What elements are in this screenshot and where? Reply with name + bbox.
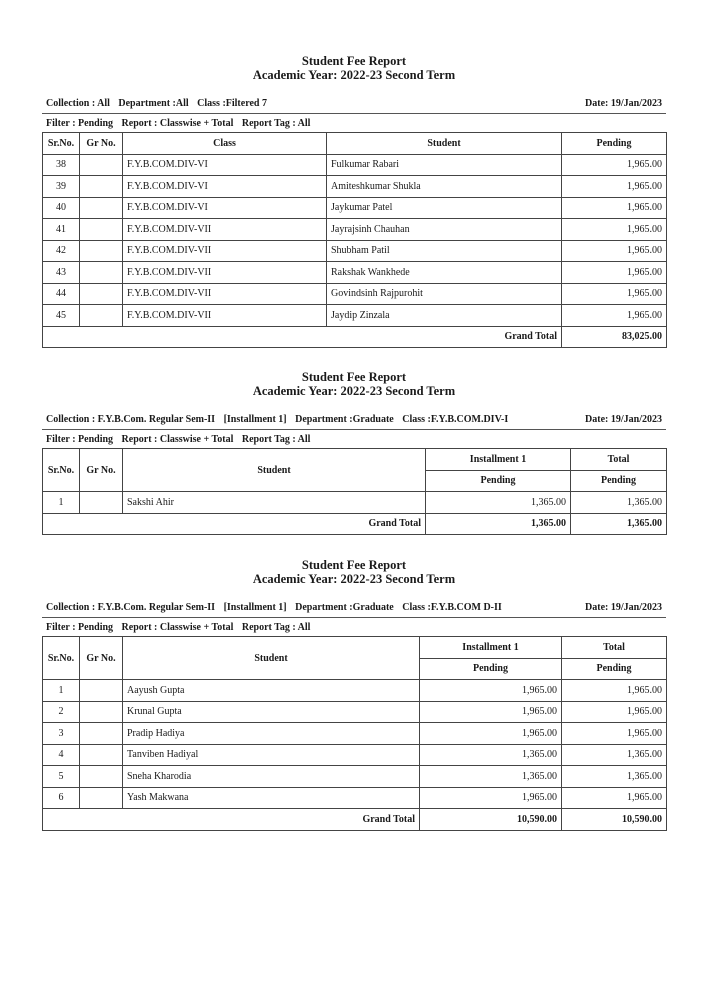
report-title: Student Fee Report <box>301 370 407 384</box>
grand-total-label: Grand Total <box>43 326 562 348</box>
student-cell: Rakshak Wankhede <box>327 262 562 284</box>
col-installment: Installment 1 <box>426 449 571 471</box>
class-cell: F.Y.B.COM.DIV-VI <box>123 176 327 198</box>
class-cell: F.Y.B.COM.DIV-VI <box>123 197 327 219</box>
grand-total-row <box>43 513 667 535</box>
sr-cell: 41 <box>43 219 80 241</box>
table-row <box>43 680 667 702</box>
collection-label: Collection : F.Y.B.Com. Regular Sem-II <box>46 602 216 613</box>
table-row <box>43 766 667 788</box>
sr-cell: 2 <box>43 701 80 723</box>
table-header-row <box>43 637 667 659</box>
sr-cell: 6 <box>43 787 80 809</box>
sr-cell: 1 <box>43 680 80 702</box>
pending-cell: 1,965.00 <box>562 154 667 176</box>
table-row <box>43 787 667 809</box>
report-subtitle: Academic Year: 2022-23 Second Term <box>252 384 456 398</box>
table-row <box>43 262 667 284</box>
pending-cell: 1,965.00 <box>562 219 667 241</box>
sr-cell: 38 <box>43 154 80 176</box>
installment-pending-cell: 1,965.00 <box>420 701 562 723</box>
grand-total-value: 1,365.00 <box>571 513 667 535</box>
date-label: Date: 19/Jan/2023 <box>585 98 662 109</box>
collection-label: Collection : F.Y.B.Com. Regular Sem-II <box>46 414 216 425</box>
date-label: Date: 19/Jan/2023 <box>585 602 662 613</box>
gr-cell <box>80 787 123 809</box>
report-type-label: Report : Classwise + Total <box>121 434 234 445</box>
table-row <box>43 723 667 745</box>
class-label: Class :F.Y.B.COM.DIV-I <box>402 414 509 425</box>
col-total-pending: Pending <box>562 658 667 680</box>
col-sr: Sr.No. <box>43 637 80 680</box>
pending-cell: 1,965.00 <box>562 283 667 305</box>
gr-cell <box>80 766 123 788</box>
filter-label: Filter : Pending <box>46 434 114 445</box>
gr-cell <box>80 262 123 284</box>
col-student: Student <box>123 637 420 680</box>
report-title: Student Fee Report <box>301 54 407 68</box>
col-pending: Pending <box>562 133 667 155</box>
collection-label: Collection : All <box>46 98 110 109</box>
table-row <box>43 219 667 241</box>
col-total: Total <box>562 637 667 659</box>
table-row <box>43 283 667 305</box>
student-cell: Pradip Hadiya <box>123 723 420 745</box>
gr-cell <box>80 680 123 702</box>
total-pending-cell: 1,965.00 <box>562 701 667 723</box>
class-cell: F.Y.B.COM.DIV-VII <box>123 283 327 305</box>
col-gr: Gr No. <box>80 449 123 492</box>
pending-cell: 1,965.00 <box>562 305 667 327</box>
col-installment: Installment 1 <box>420 637 562 659</box>
filter-line <box>42 430 666 448</box>
report-tag-label: Report Tag : All <box>241 622 311 633</box>
gr-cell <box>80 744 123 766</box>
table-row <box>43 240 667 262</box>
sr-cell: 43 <box>43 262 80 284</box>
student-cell: Shubham Patil <box>327 240 562 262</box>
installment-label: [Installment 1] <box>223 414 287 425</box>
report-meta <box>42 98 666 114</box>
pending-cell: 1,965.00 <box>562 262 667 284</box>
gr-cell <box>80 492 123 514</box>
col-sr: Sr.No. <box>43 449 80 492</box>
department-label: Department :Graduate <box>295 602 394 613</box>
gr-cell <box>80 305 123 327</box>
grand-total-installment: 10,590.00 <box>420 809 562 831</box>
table-row <box>43 197 667 219</box>
grand-total-label: Grand Total <box>43 809 420 831</box>
gr-cell <box>80 176 123 198</box>
gr-cell <box>80 154 123 176</box>
class-label: Class :F.Y.B.COM D-II <box>402 602 502 613</box>
total-pending-cell: 1,365.00 <box>562 744 667 766</box>
student-cell: Govindsinh Rajpurohit <box>327 283 562 305</box>
installment-pending-cell: 1,365.00 <box>420 766 562 788</box>
col-gr: Gr No. <box>80 637 123 680</box>
filter-line <box>42 618 666 636</box>
report-1 <box>42 54 666 348</box>
student-cell: Jaydip Zinzala <box>327 305 562 327</box>
total-pending-cell: 1,365.00 <box>571 492 667 514</box>
total-pending-cell: 1,965.00 <box>562 680 667 702</box>
report-tag-label: Report Tag : All <box>241 118 311 129</box>
report-title: Student Fee Report <box>301 558 407 572</box>
student-cell: Amiteshkumar Shukla <box>327 176 562 198</box>
report-3 <box>42 558 666 831</box>
installment-label: [Installment 1] <box>223 602 287 613</box>
pending-cell: 1,965.00 <box>562 240 667 262</box>
col-installment-pending: Pending <box>420 658 562 680</box>
student-cell: Aayush Gupta <box>123 680 420 702</box>
installment-pending-cell: 1,965.00 <box>420 680 562 702</box>
total-pending-cell: 1,365.00 <box>562 766 667 788</box>
table-row <box>43 176 667 198</box>
class-cell: F.Y.B.COM.DIV-VII <box>123 240 327 262</box>
col-class: Class <box>123 133 327 155</box>
col-student: Student <box>123 449 426 492</box>
table-header-row <box>43 133 667 155</box>
sr-cell: 3 <box>43 723 80 745</box>
class-cell: F.Y.B.COM.DIV-VI <box>123 154 327 176</box>
col-total-pending: Pending <box>571 470 667 492</box>
date-label: Date: 19/Jan/2023 <box>585 414 662 425</box>
report-tag-label: Report Tag : All <box>241 434 311 445</box>
gr-cell <box>80 701 123 723</box>
sr-cell: 4 <box>43 744 80 766</box>
installment-pending-cell: 1,365.00 <box>426 492 571 514</box>
student-cell: Fulkumar Rabari <box>327 154 562 176</box>
report-meta <box>42 414 666 430</box>
col-student: Student <box>327 133 562 155</box>
sr-cell: 39 <box>43 176 80 198</box>
student-cell: Jaykumar Patel <box>327 197 562 219</box>
filter-line <box>42 114 666 132</box>
grand-total-value: 10,590.00 <box>562 809 667 831</box>
report-2 <box>42 370 666 535</box>
grand-total-installment: 1,365.00 <box>426 513 571 535</box>
class-cell: F.Y.B.COM.DIV-VII <box>123 219 327 241</box>
col-total: Total <box>571 449 667 471</box>
gr-cell <box>80 723 123 745</box>
sr-cell: 44 <box>43 283 80 305</box>
fee-table <box>42 132 667 348</box>
report-meta <box>42 602 666 618</box>
table-row <box>43 744 667 766</box>
col-gr: Gr No. <box>80 133 123 155</box>
sr-cell: 45 <box>43 305 80 327</box>
total-pending-cell: 1,965.00 <box>562 723 667 745</box>
pending-cell: 1,965.00 <box>562 176 667 198</box>
grand-total-row <box>43 809 667 831</box>
fee-table <box>42 636 667 831</box>
table-row <box>43 701 667 723</box>
class-cell: F.Y.B.COM.DIV-VII <box>123 262 327 284</box>
class-label: Class :Filtered 7 <box>197 98 267 109</box>
pending-cell: 1,965.00 <box>562 197 667 219</box>
student-cell: Sakshi Ahir <box>123 492 426 514</box>
installment-pending-cell: 1,965.00 <box>420 723 562 745</box>
gr-cell <box>80 219 123 241</box>
table-row <box>43 305 667 327</box>
student-cell: Jayrajsinh Chauhan <box>327 219 562 241</box>
table-header-row <box>43 449 667 471</box>
student-cell: Tanviben Hadiyal <box>123 744 420 766</box>
filter-label: Filter : Pending <box>46 118 114 129</box>
student-cell: Krunal Gupta <box>123 701 420 723</box>
department-label: Department :Graduate <box>295 414 394 425</box>
sr-cell: 5 <box>43 766 80 788</box>
sr-cell: 1 <box>43 492 80 514</box>
class-cell: F.Y.B.COM.DIV-VII <box>123 305 327 327</box>
sr-cell: 42 <box>43 240 80 262</box>
col-sr: Sr.No. <box>43 133 80 155</box>
grand-total-label: Grand Total <box>43 513 426 535</box>
report-type-label: Report : Classwise + Total <box>121 622 234 633</box>
grand-total-row <box>43 326 667 348</box>
report-subtitle: Academic Year: 2022-23 Second Term <box>252 572 456 586</box>
student-cell: Sneha Kharodia <box>123 766 420 788</box>
student-cell: Yash Makwana <box>123 787 420 809</box>
installment-pending-cell: 1,965.00 <box>420 787 562 809</box>
total-pending-cell: 1,965.00 <box>562 787 667 809</box>
grand-total-value: 83,025.00 <box>562 326 667 348</box>
installment-pending-cell: 1,365.00 <box>420 744 562 766</box>
fee-table <box>42 448 667 535</box>
sr-cell: 40 <box>43 197 80 219</box>
filter-label: Filter : Pending <box>46 622 114 633</box>
gr-cell <box>80 283 123 305</box>
table-row <box>43 492 667 514</box>
gr-cell <box>80 240 123 262</box>
gr-cell <box>80 197 123 219</box>
report-type-label: Report : Classwise + Total <box>121 118 234 129</box>
report-subtitle: Academic Year: 2022-23 Second Term <box>252 68 456 82</box>
col-installment-pending: Pending <box>426 470 571 492</box>
department-label: Department :All <box>118 98 189 109</box>
table-row <box>43 154 667 176</box>
